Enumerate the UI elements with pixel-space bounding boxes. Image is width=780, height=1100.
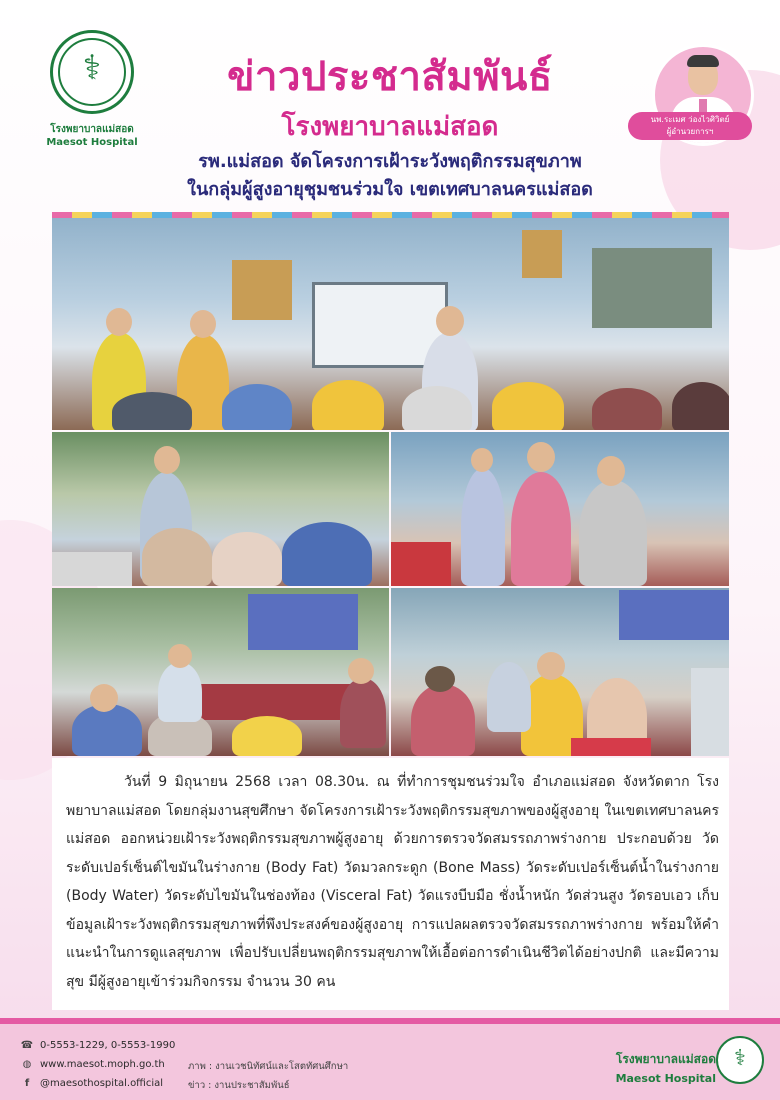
photo-credit: ภาพ : งานเวชนิทัศน์และโสตทัศนศึกษา (188, 1061, 349, 1072)
page-title: ข่าวประชาสัมพันธ์ (227, 54, 553, 100)
page-subtitle: โรงพยาบาลแม่สอด (281, 112, 499, 142)
contact-phone (20, 1040, 175, 1051)
news-body-text: วันที่ 9 มิถุนายน 2568 เวลา 08.30น. ณ ที่ทำการชุมชนร่วมใจ อำเภอแม่สอด จังหวัดตาก โรงพยาบาลแม่สอด โดยกลุ่มงานสุขศึกษา จัดโครงการเฝ้าระวังพฤติกรรมสุขภาพของผู้สูงอายุ ในเขตเทศบาลนครแม่สอด ออกหน่วยเฝ้าระวังพฤติกรรมสุขภาพผู้สูงอายุ ด้วยการตรวจวัดสมรรถภาพร่างกาย ประกอบด้วย วัดระดับเปอร์เซ็นต์ไขมันในร่างกาย (Body Fat) วัดมวลกระดูก (Bone Mass) วัดระดับเปอร์เซ็นต์น้ำในร่างกาย (Body Water) วัดระดับไขมันในช่องท้อง (Visceral Fat) วัดแรงบีบมือ ชั่งน้ำหนัก วัดส่วนสูง วัดรอบเอว เก็บข้อมูลเฝ้าระวังพฤติกรรมสุขภาพที่พึงประสงค์ของผู้สูงอายุ การแปลผลตรวจวัดสมรรถภาพร่างกาย พร้อมให้คำแนะนำในการดูแลสุขภาพ เพื่อปรับเปลี่ยนพฤติกรรมสุขภาพให้เอื้อต่อการดำเนินชีวิตได้อย่างปกติ และมีความสุข มีผู้สูงอายุเข้าร่วมกิจกรรม จำนวน 30 คน (66, 774, 719, 990)
news-body (52, 758, 729, 1010)
phone-number: 0-5553-1229, 0-5553-1990 (40, 1040, 176, 1051)
event-photo-speakers (52, 212, 729, 430)
director-name: นพ.ระเมศ ว่องไวศิวิตย์ (650, 115, 730, 124)
headline-line: ในกลุ่มผู้สูงอายุชุมชนร่วมใจ เขตเทศบาลนครแม่สอด (187, 179, 593, 200)
event-photo-consultation (52, 588, 389, 756)
event-photo-seniors (391, 588, 729, 756)
facebook-icon: f (24, 1078, 30, 1089)
facebook-link[interactable]: @maesothospital.official (40, 1078, 164, 1089)
contact-website[interactable] (20, 1059, 165, 1070)
news-credit: ข่าว : งานประชาสัมพันธ์ (188, 1080, 290, 1091)
footer-hospital-thai: โรงพยาบาลแม่สอด (615, 1052, 716, 1066)
news-headline (0, 148, 780, 204)
globe-icon: ◍ (22, 1059, 32, 1070)
website-link[interactable]: www.maesot.moph.go.th (40, 1059, 165, 1070)
ministry-of-public-health-seal-icon: ⚕ (50, 30, 134, 114)
hospital-name-english: Maesot Hospital (46, 137, 138, 148)
director-nameplate (628, 112, 752, 140)
ministry-of-public-health-seal-icon: ⚕ (716, 1036, 764, 1084)
footer-hospital-english: Maesot Hospital (615, 1072, 716, 1085)
hospital-name-thai: โรงพยาบาลแม่สอด (50, 124, 134, 135)
director-role: ผู้อำนวยการฯ (666, 127, 714, 136)
event-photo-measurement (391, 432, 729, 586)
contact-facebook[interactable] (20, 1078, 163, 1089)
phone-icon: ☎ (20, 1040, 34, 1051)
headline-line: รพ.แม่สอด จัดโครงการเฝ้าระวังพฤติกรรมสุขภาพ (198, 151, 582, 172)
event-photo-registration (52, 432, 389, 586)
